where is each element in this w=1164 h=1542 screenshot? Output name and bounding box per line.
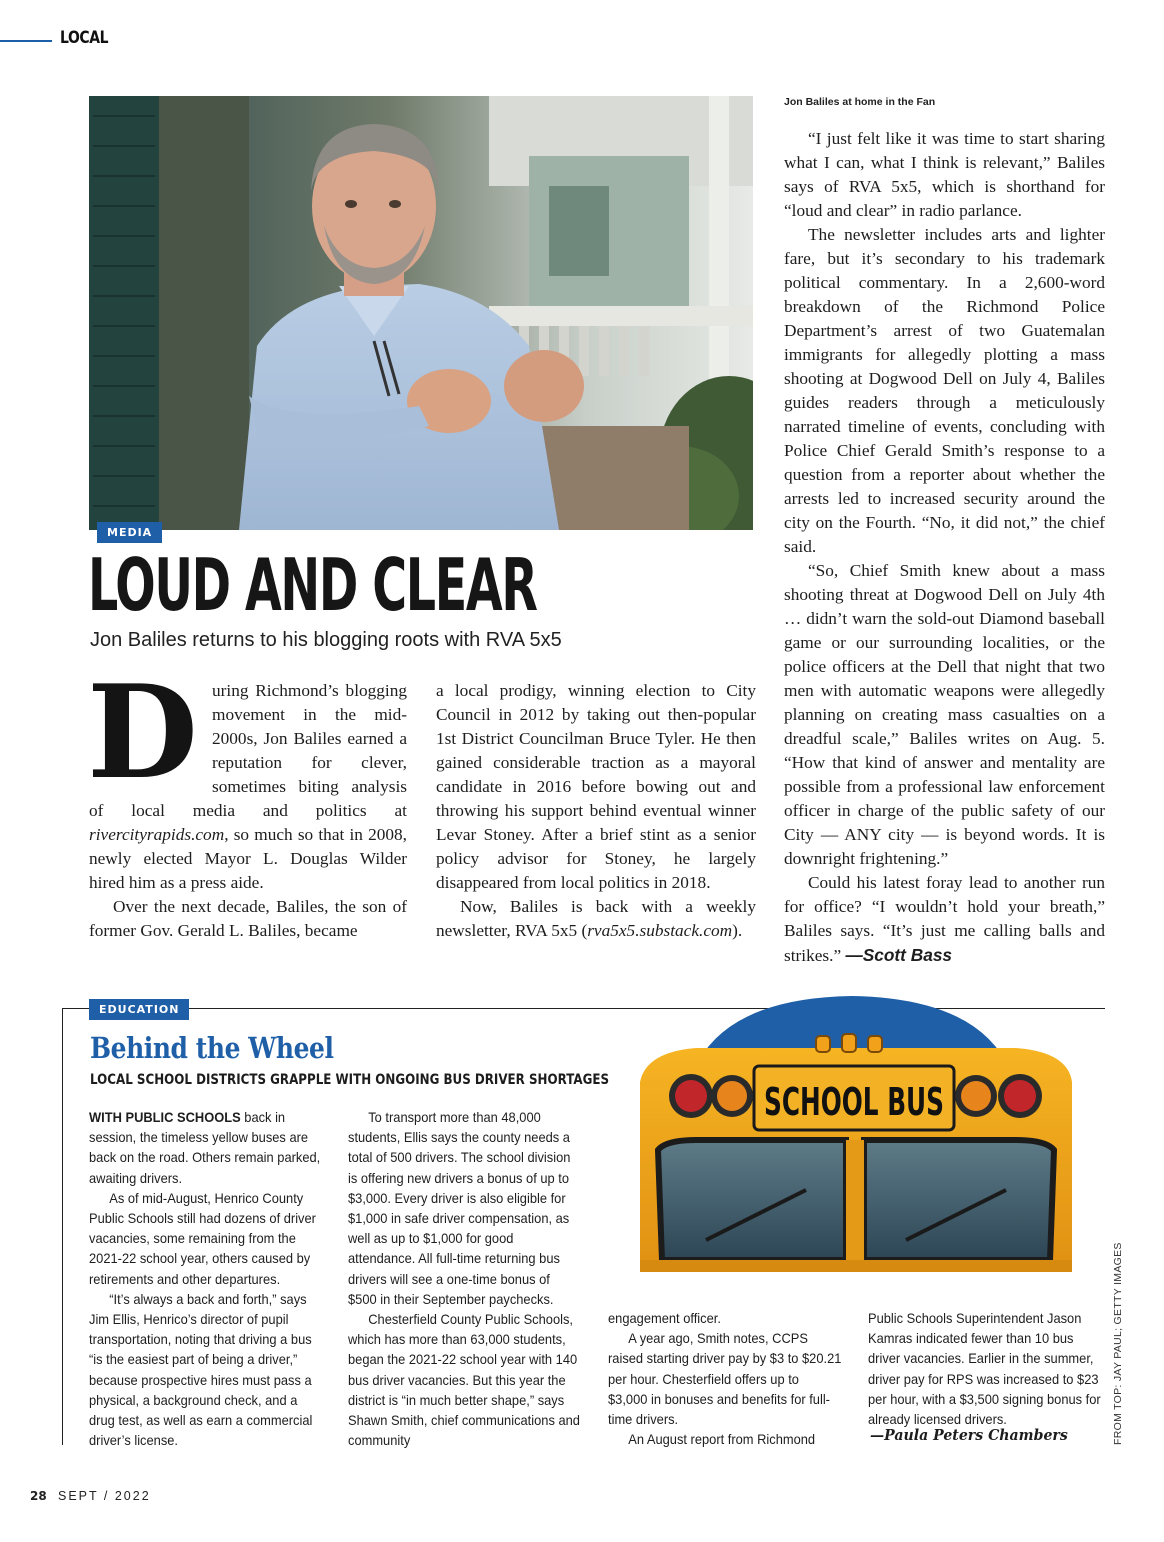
media-paragraph: a local prodigy, winning election to City Council in 2012 by taking out then-popular 1st District Councilman Bruce Tyler. He then gained considerable traction as a mayoral candidate in 2016 before bowing out and throwing his support behind eventual winner Levar Stoney. After a brief stint as a senior policy advisor for Stoney, he largely disappeared from local politics in 2018. <box>436 681 756 892</box>
education-paragraph: A year ago, Smith notes, CCPS raised starting driver pay by $3 to $20.21 per hour. Chesterfield offers up to $3,000 in bonuses and benefits for full-time drivers. <box>608 1330 842 1428</box>
education-column-2 <box>348 1107 582 1450</box>
education-paragraph: engagement officer. <box>608 1310 721 1326</box>
education-paragraph: An August report from Richmond <box>628 1431 816 1448</box>
blog-url: rivercityrapids.com <box>89 825 225 844</box>
section-label: LOCAL <box>60 28 109 48</box>
education-column-1 <box>89 1107 323 1450</box>
education-paragraph: To transport more than 48,000 students, Ellis says the county needs a total of 500 drivers. The school division is offering new drivers a bonus of up to $3,000. Every driver is also eligible for $1,000 in safe driver compensation, as well as up to $1,000 for good attendance. All full-time returning bus drivers will see a one-time bonus of $500 in their September paychecks. <box>348 1109 571 1307</box>
media-column-1 <box>87 658 407 943</box>
svg-text:SCHOOL BUS: SCHOOL BUS <box>764 1080 944 1124</box>
education-paragraph: As of mid-August, Henrico County Public Schools still had dozens of driver vacancies, some remaining from the 2021-22 school year, others caused by retirements and other departures. <box>89 1189 316 1287</box>
photo-credit: FROM TOP: JAY PAUL; GETTY IMAGES <box>1112 1242 1124 1445</box>
newsletter-url: rva5x5.substack.com <box>587 921 733 940</box>
education-deck: LOCAL SCHOOL DISTRICTS GRAPPLE WITH ONGOING BUS DRIVER SHORTAGES <box>90 1072 610 1088</box>
education-paragraph: WITH PUBLIC SCHOOLS back in session, the timeless yellow buses are back on the road. Others remain parked, awaiting drivers. <box>89 1109 321 1186</box>
media-column-2 <box>436 679 756 943</box>
media-paragraph: Could his latest foray lead to another run for office? “I wouldn’t hold your breath,” Baliles says. “It’s just me calling balls and strikes.” —Scott Bass <box>784 873 1105 965</box>
drop-cap: D <box>87 658 198 808</box>
photo-caption: Jon Baliles at home in the Fan <box>784 96 936 108</box>
page-number: 28 <box>30 1489 47 1503</box>
media-tag: MEDIA <box>97 522 162 543</box>
education-tag: EDUCATION <box>89 999 189 1020</box>
media-paragraph: Over the next decade, Baliles, the son of former Gov. Gerald L. Baliles, became <box>89 897 407 940</box>
education-title: Behind the Wheel <box>90 1031 334 1065</box>
media-paragraph: “So, Chief Smith knew about a mass shooting threat at Dogwood Dell on July 4th … didn’t warn the sold-out Diamond baseball game or our surrounding localities, or the police officers at the Dell that night that two men with automatic weapons were allegedly planning on creating mass casualties on a dreadful scale,” Baliles writes on Aug. 5. “How that kind of answer and mentality are possible from a professional law enforcement officer in charge of the public safety of our City — ANY city — is beyond words. It is downright frightening.” <box>784 561 1105 868</box>
bus-sign-text <box>764 1080 944 1124</box>
section-rule <box>0 40 52 42</box>
education-column-3 <box>608 1308 842 1449</box>
school-bus-illustration <box>636 990 1076 1272</box>
feature-photo <box>89 96 753 530</box>
media-column-3 <box>784 127 1105 968</box>
media-paragraph: During Richmond’s blogging movement in the mid-2000s, Jon Baliles earned a reputation for clever, sometimes biting analysis of local media and politics at rivercityrapids.com, so much so that in 2008, newly elected Mayor L. Douglas Wilder hired him as a press aide. <box>87 658 407 892</box>
education-byline: —Paula Peters Chambers <box>870 1426 1068 1444</box>
education-frame-left <box>62 1008 63 1445</box>
education-column-4 <box>868 1308 1102 1429</box>
issue-date: SEPT / 2022 <box>58 1489 151 1503</box>
education-paragraph: Public Schools Superintendent Jason Kamras indicated fewer than 10 bus driver vacancies. Earlier in the summer, driver pay for RPS was increased to $23 per hour, with a $3,500 signing bonus for already licensed drivers. <box>868 1310 1101 1428</box>
media-paragraph: Now, Baliles is back with a weekly newsletter, RVA 5x5 (rva5x5.substack.com). <box>436 897 756 940</box>
media-byline: —Scott Bass <box>845 945 953 965</box>
media-paragraph: The newsletter includes arts and lighter fare, but it’s secondary to his trademark political commentary. In a 2,600-word breakdown of the Richmond Police Department’s arrest of two Guatemalan immigrants for allegedly plotting a mass shooting at Dogwood Dell on July 4, Baliles guides readers through a meticulously narrated timeline of events, concluding with Police Chief Gerald Smith’s response to a question from a reporter about whether the arrests led to increased security around the city on the Fourth. “No, it did not,” the chief said. <box>784 225 1105 556</box>
media-paragraph: “I just felt like it was time to start sharing what I can, what I think is relevant,” Baliles says of RVA 5x5, which is shorthand for “loud and clear” in radio parlance. <box>784 129 1105 220</box>
education-paragraph: “It’s always a back and forth,” says Jim Ellis, Henrico’s director of pupil transportation, noting that driving a bus “is the easiest part of being a driver,” because prospective hires must pass a physical, a background check, and a drug test, as well as earn a commercial driver’s license. <box>89 1290 313 1449</box>
headline-deck: Jon Baliles returns to his blogging roots with RVA 5x5 <box>90 629 562 651</box>
headline: LOUD AND CLEAR <box>88 543 537 627</box>
lead-in: WITH PUBLIC SCHOOLS <box>89 1109 241 1125</box>
education-paragraph: Chesterfield County Public Schools, which has more than 63,000 students, began the 2021-22 school year with 140 bus driver vacancies. But this year the district is “in much better shape,” says Shawn Smith, chief communications and community <box>348 1311 580 1449</box>
